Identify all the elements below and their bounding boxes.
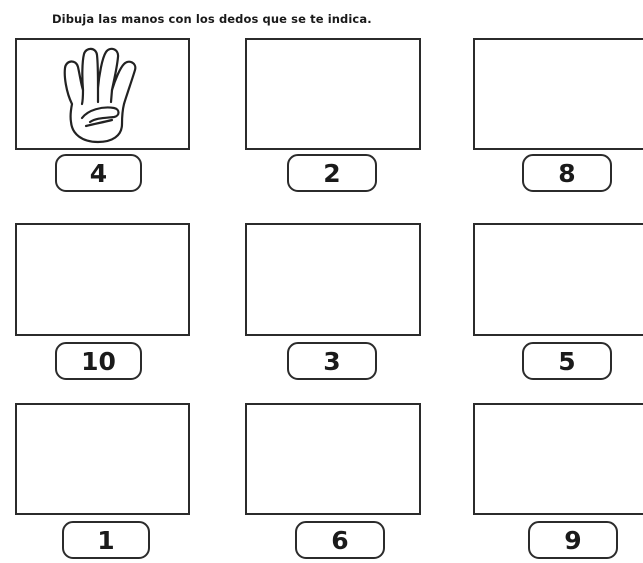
drawing-box-4[interactable] [15, 223, 190, 336]
drawing-box-1[interactable] [15, 38, 190, 150]
finger-count-number: 6 [331, 525, 349, 555]
drawing-box-9[interactable] [473, 403, 643, 515]
finger-count-number: 1 [97, 525, 115, 555]
finger-count-number: 8 [558, 158, 576, 188]
finger-count-label-1 [55, 154, 142, 192]
drawing-box-6[interactable] [473, 223, 643, 336]
finger-count-number: 2 [323, 158, 341, 188]
drawing-box-2[interactable] [245, 38, 421, 150]
finger-count-number: 9 [564, 525, 582, 555]
instruction-text: Dibuja las manos con los dedos que se te indica. [52, 12, 372, 26]
finger-count-label-9 [528, 521, 618, 559]
finger-count-label-6 [522, 342, 612, 380]
drawing-box-3[interactable] [473, 38, 643, 150]
finger-count-label-4 [55, 342, 142, 380]
finger-count-number: 4 [89, 158, 108, 188]
finger-count-number: 5 [558, 346, 576, 376]
finger-count-label-8 [295, 521, 385, 559]
drawing-box-5[interactable] [245, 223, 421, 336]
hand-four-fingers-icon [52, 46, 157, 144]
finger-count-number: 3 [323, 346, 341, 376]
drawing-box-7[interactable] [15, 403, 190, 515]
finger-count-label-7 [62, 521, 150, 559]
drawing-box-8[interactable] [245, 403, 421, 515]
finger-count-label-3 [522, 154, 612, 192]
finger-count-number: 10 [81, 346, 116, 376]
finger-count-label-2 [287, 154, 377, 192]
finger-count-label-5 [287, 342, 377, 380]
